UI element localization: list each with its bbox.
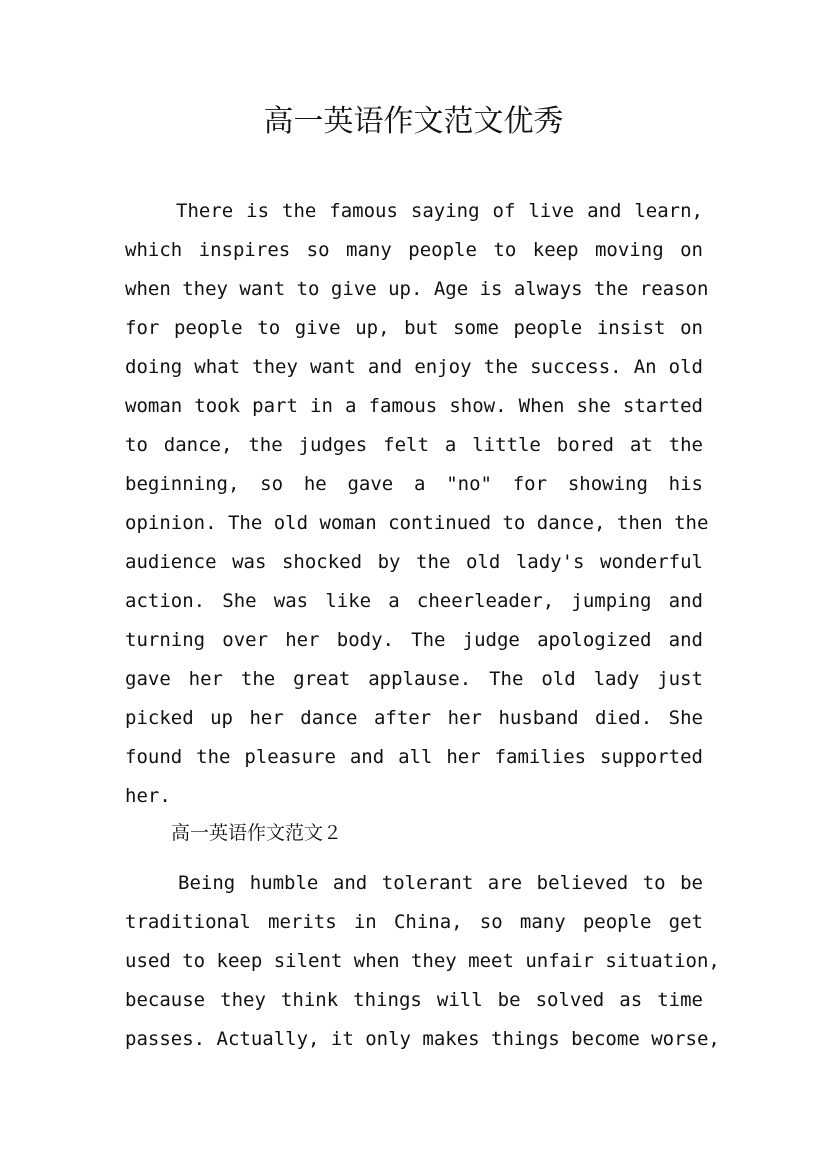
text-line: because they think things will be solved as time — [125, 989, 703, 1011]
text-line: to dance, the judges felt a little bored at the — [125, 434, 703, 456]
text-line: audience was shocked by the old lady's wonderful — [125, 551, 703, 573]
text-line: gave her the great applause. The old lady just — [125, 668, 703, 690]
text-line: passes. Actually, it only makes things become worse, — [125, 1028, 720, 1050]
text-line: Being humble and tolerant are believed to be — [178, 872, 703, 894]
text-line: picked up her dance after her husband died. She — [125, 707, 703, 729]
text-line: turning over her body. The judge apologized and — [125, 629, 703, 651]
text-line: when they want to give up. Age is always the reason — [125, 278, 709, 300]
text-line: for people to give up, but some people insist on — [125, 317, 703, 339]
text-line: beginning, so he gave a "no" for showing his — [125, 473, 703, 495]
text-line: which inspires so many people to keep moving on — [125, 239, 703, 261]
text-line: used to keep silent when they meet unfair situation, — [125, 950, 720, 972]
section-2 — [125, 814, 720, 1059]
paragraph-1 — [125, 192, 709, 816]
text-line: found the pleasure and all her families supported — [125, 746, 703, 768]
document-title: 高一英语作文范文优秀 — [263, 104, 564, 139]
text-line: woman took part in a famous show. When she started — [125, 395, 703, 417]
text-line: There is the famous saying of live and learn, — [176, 200, 703, 222]
text-line: her. — [125, 785, 171, 807]
text-line: opinion. The old woman continued to dance, then the — [125, 512, 709, 534]
section-heading: 高一英语作文范文２ — [171, 822, 343, 844]
text-line: traditional merits in China, so many people get — [125, 911, 703, 933]
text-line: action. She was like a cheerleader, jumping and — [125, 590, 703, 612]
text-line: doing what they want and enjoy the success. An old — [125, 356, 703, 378]
